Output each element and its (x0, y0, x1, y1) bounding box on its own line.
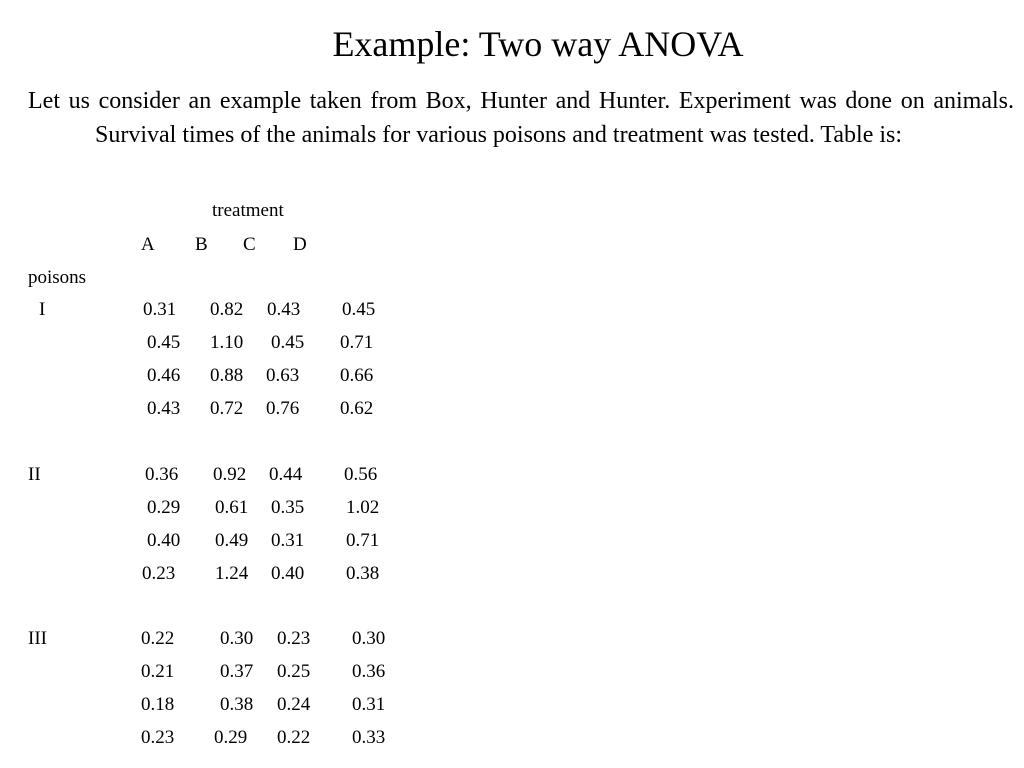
table-cell: 0.23 (277, 628, 311, 649)
table-cell: 0.23 (142, 563, 176, 584)
table-cell: 0.44 (269, 464, 303, 485)
table-cell: 0.24 (277, 694, 311, 715)
column-label-a: A (141, 234, 155, 255)
table-cell: 0.30 (220, 628, 254, 649)
poison-label: II (28, 464, 41, 485)
table-cell: 0.30 (352, 628, 386, 649)
table-cell: 0.49 (215, 530, 249, 551)
table-cell: 0.45 (147, 332, 181, 353)
table-cell: 0.35 (271, 497, 305, 518)
table-cell: 0.43 (147, 398, 181, 419)
row-header: poisons (28, 267, 87, 288)
table-cell: 0.71 (346, 530, 380, 551)
intro-paragraph: Let us consider an example taken from Box, Hunter and Hunter. Experiment was done on animals. Survival times of the animals for various poisons and treatment was tested. Table is: (28, 88, 1014, 148)
table-cell: 0.72 (210, 398, 244, 419)
table-cell: 0.43 (267, 299, 301, 320)
table-cell: 0.82 (210, 299, 244, 320)
table-cell: 0.40 (271, 563, 305, 584)
table-cell: 1.10 (210, 332, 244, 353)
table-cell: 0.31 (143, 299, 177, 320)
table-cell: 0.92 (213, 464, 247, 485)
table-cell: 0.31 (352, 694, 386, 715)
table-cell: 0.71 (340, 332, 374, 353)
table-cell: 0.36 (352, 661, 386, 682)
column-label-b: B (195, 234, 208, 255)
table-cell: 0.56 (344, 464, 378, 485)
column-header: treatment (212, 200, 284, 221)
table-cell: 0.22 (277, 727, 311, 748)
table-cell: 0.31 (271, 530, 305, 551)
table-cell: 0.63 (266, 365, 300, 386)
table-cell: 1.24 (215, 563, 249, 584)
table-cell: 0.88 (210, 365, 244, 386)
table-cell: 0.46 (147, 365, 181, 386)
table-cell: 0.45 (271, 332, 305, 353)
table-cell: 0.66 (340, 365, 374, 386)
table-cell: 0.36 (145, 464, 179, 485)
table-cell: 0.33 (352, 727, 386, 748)
table-cell: 1.02 (346, 497, 380, 518)
table-cell: 0.40 (147, 530, 181, 551)
table-cell: 0.18 (141, 694, 175, 715)
table-cell: 0.62 (340, 398, 374, 419)
table-cell: 0.76 (266, 398, 300, 419)
table-cell: 0.29 (147, 497, 181, 518)
table-cell: 0.21 (141, 661, 175, 682)
column-label-c: C (243, 234, 256, 255)
column-label-d: D (293, 234, 307, 255)
table-cell: 0.25 (277, 661, 311, 682)
table-cell: 0.22 (141, 628, 175, 649)
table-cell: 0.61 (215, 497, 249, 518)
table-cell: 0.29 (214, 727, 248, 748)
table-cell: 0.38 (220, 694, 254, 715)
table-cell: 0.37 (220, 661, 254, 682)
table-cell: 0.45 (342, 299, 376, 320)
table-cell: 0.38 (346, 563, 380, 584)
slide-title: Example: Two way ANOVA (332, 24, 744, 64)
table-cell: 0.23 (141, 727, 175, 748)
poison-label: III (28, 628, 47, 649)
poison-label: I (39, 299, 46, 320)
